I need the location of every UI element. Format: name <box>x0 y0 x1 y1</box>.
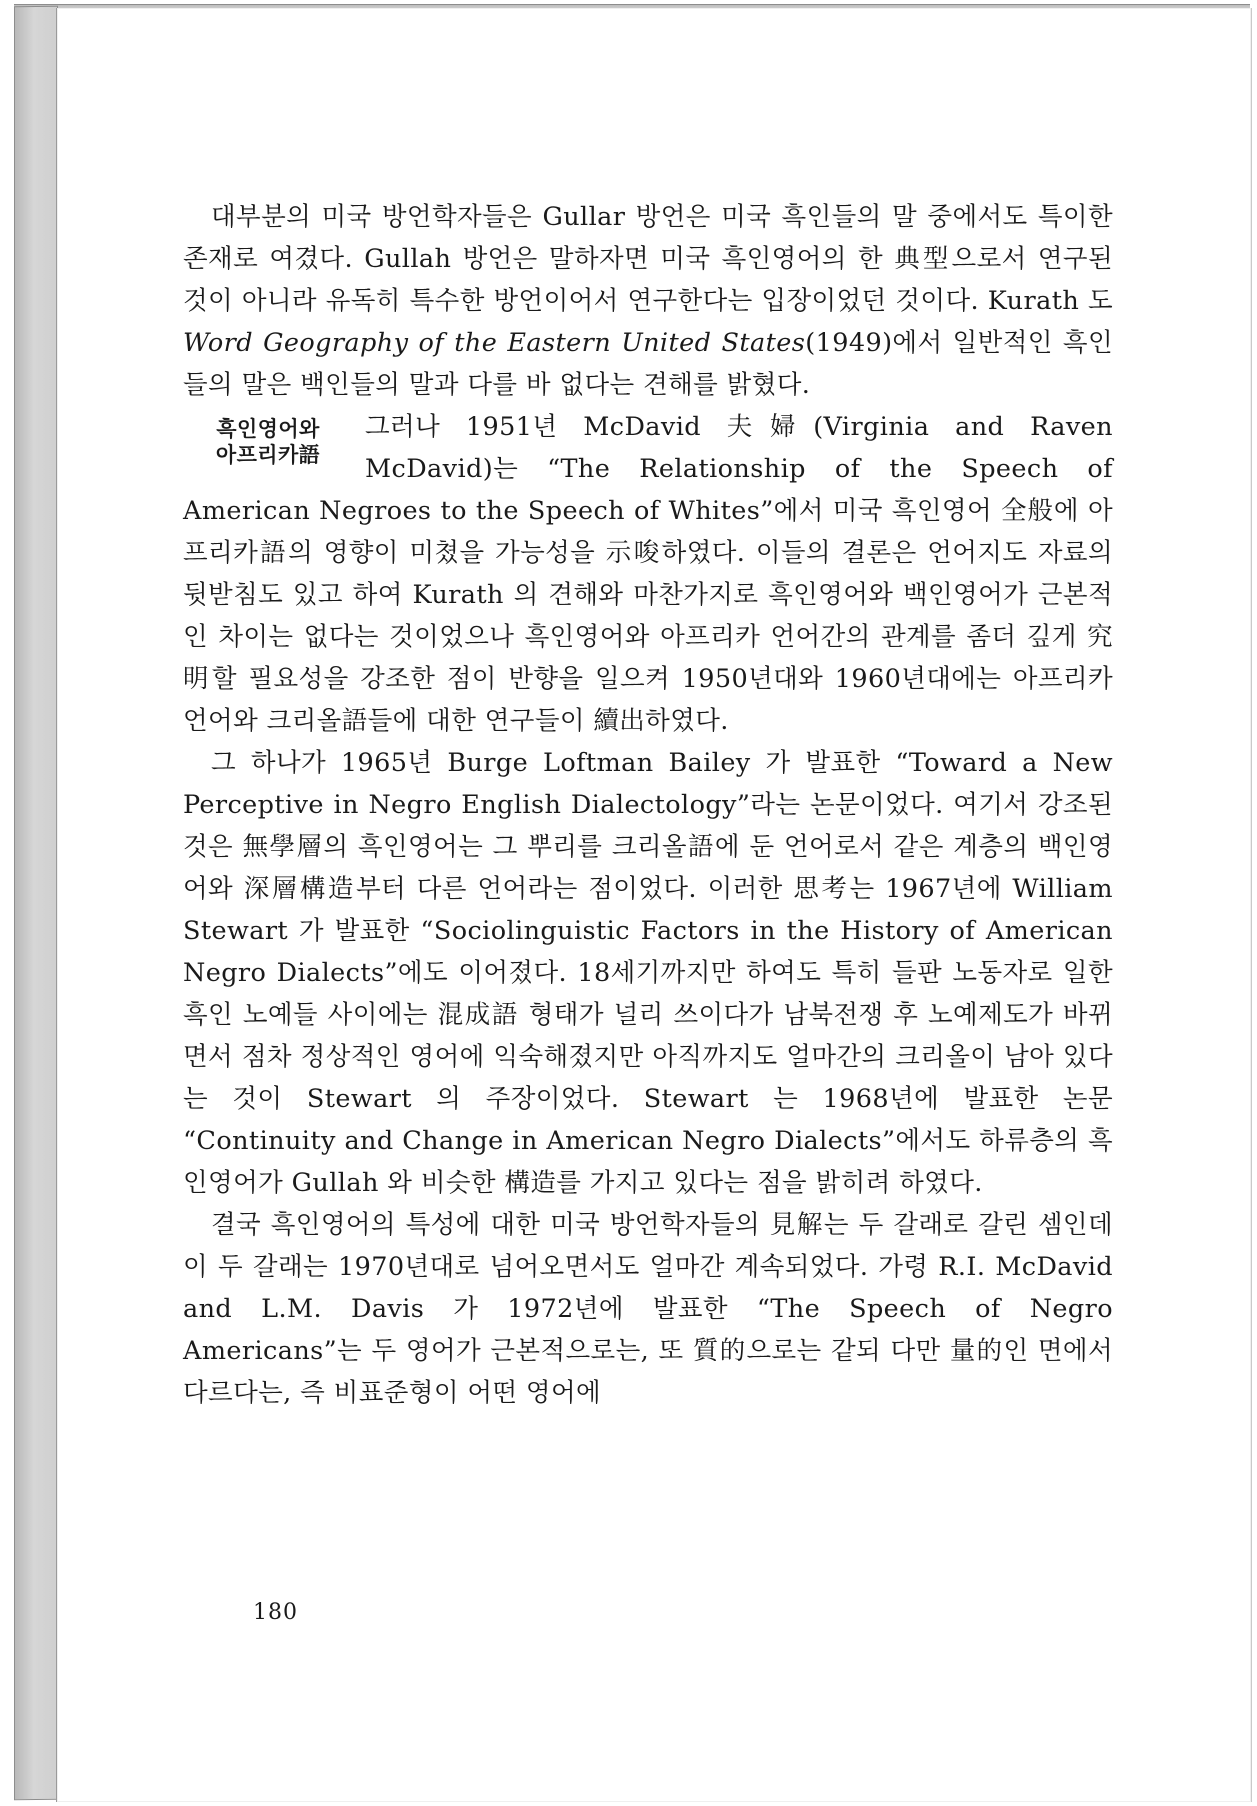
paragraph-2-text: 그러나 1951년 McDavid 夫婦(Virginia and Raven McDavid)는 “The Relationship of the Speech of American Negroes to the Speech of Whites”에서 미국 흑인영어 全般에 아프리카語의 영향이 미쳤을 가능성을 示唆하였다. 이들의 결론은 언어지도 자료의 뒷받침도 있고 하여 Kurath 의 견해와 마찬가지로 흑인영어와 백인영어가 근본적인 차이는 없다는 것이었으나 흑인영어와 아프리카 언어간의 관계를 좀더 깊게 究明할 필요성을 강조한 점이 반향을 일으켜 1950년대와 1960년대에는 아프리카 언어와 크리올語들에 대한 연구들이 續出하였다. <box>183 412 1113 736</box>
paragraph-1-text: 대부분의 미국 방언학자들은 Gullar 방언은 미국 흑인들의 말 중에서도 특이한 존재로 여겼다. Gullah 방언은 말하자면 미국 흑인영어의 한 典型으로서 연구된 것이 아니라 유독히 특수한 방언이어서 연구한다는 입장이었던 것이다. Kurath 도 <box>183 202 1113 316</box>
text-block <box>183 196 1113 1414</box>
side-heading <box>183 416 353 468</box>
paragraph-3-text: 그 하나가 1965년 Burge Loftman Bailey 가 발표한 “Toward a New Perceptive in Negro English Dialectology”라는 논문이었다. 여기서 강조된 것은 無學層의 흑인영어는 그 뿌리를 크리올語에 둔 언어로서 같은 계층의 백인영어와 深層構造부터 다른 언어라는 점이었다. 이러한 思考는 1967년에 William Stewart 가 발표한 “Sociolinguistic Factors in the History of American Negro Dialects”에도 이어졌다. 18세기까지만 하여도 특히 들판 노동자로 일한 흑인 노예들 사이에는 混成語 형태가 널리 쓰이다가 남북전쟁 후 노예제도가 바뀌면서 점차 정상적인 영어에 익숙해졌지만 아직까지도 얼마간의 크리올이 남아 있다는 것이 Stewart 의 주장이었다. Stewart 는 1968년에 발표한 논문 “Continuity and Change in American Negro Dialects”에서도 하류층의 흑인영어가 Gullah 와 비슷한 構造를 가지고 있다는 점을 밝히려 하였다. <box>183 748 1113 1198</box>
paragraph-1-tail: (1949)에서 일반적인 흑인들의 말은 백인들의 말과 다를 바 없다는 견해를 밝혔다. <box>183 328 1113 400</box>
page-number: 180 <box>253 1600 298 1625</box>
paragraph-4 <box>183 1204 1113 1414</box>
paragraph-2 <box>183 406 1113 742</box>
paragraph-1 <box>183 196 1113 406</box>
book-spine <box>14 6 58 1800</box>
side-heading-line-2: 아프리카語 <box>215 443 321 467</box>
book-title-italic: Word Geography of the Eastern United States <box>183 328 806 358</box>
paragraph-3 <box>183 742 1113 1204</box>
side-heading-line-1: 흑인영어와 <box>216 417 320 441</box>
book-page <box>56 8 1252 1802</box>
paragraph-4-text: 결국 흑인영어의 특성에 대한 미국 방언학자들의 見解는 두 갈래로 갈린 셈인데 이 두 갈래는 1970년대로 넘어오면서도 얼마간 계속되었다. 가령 R.I. McDavid and L.M. Davis 가 1972년에 발표한 “The Speech of Negro Americans”는 두 영어가 근본적으로는, 또 質的으로는 같되 다만 量的인 면에서 다르다는, 즉 비표준형이 어떤 영어에 <box>183 1210 1113 1408</box>
